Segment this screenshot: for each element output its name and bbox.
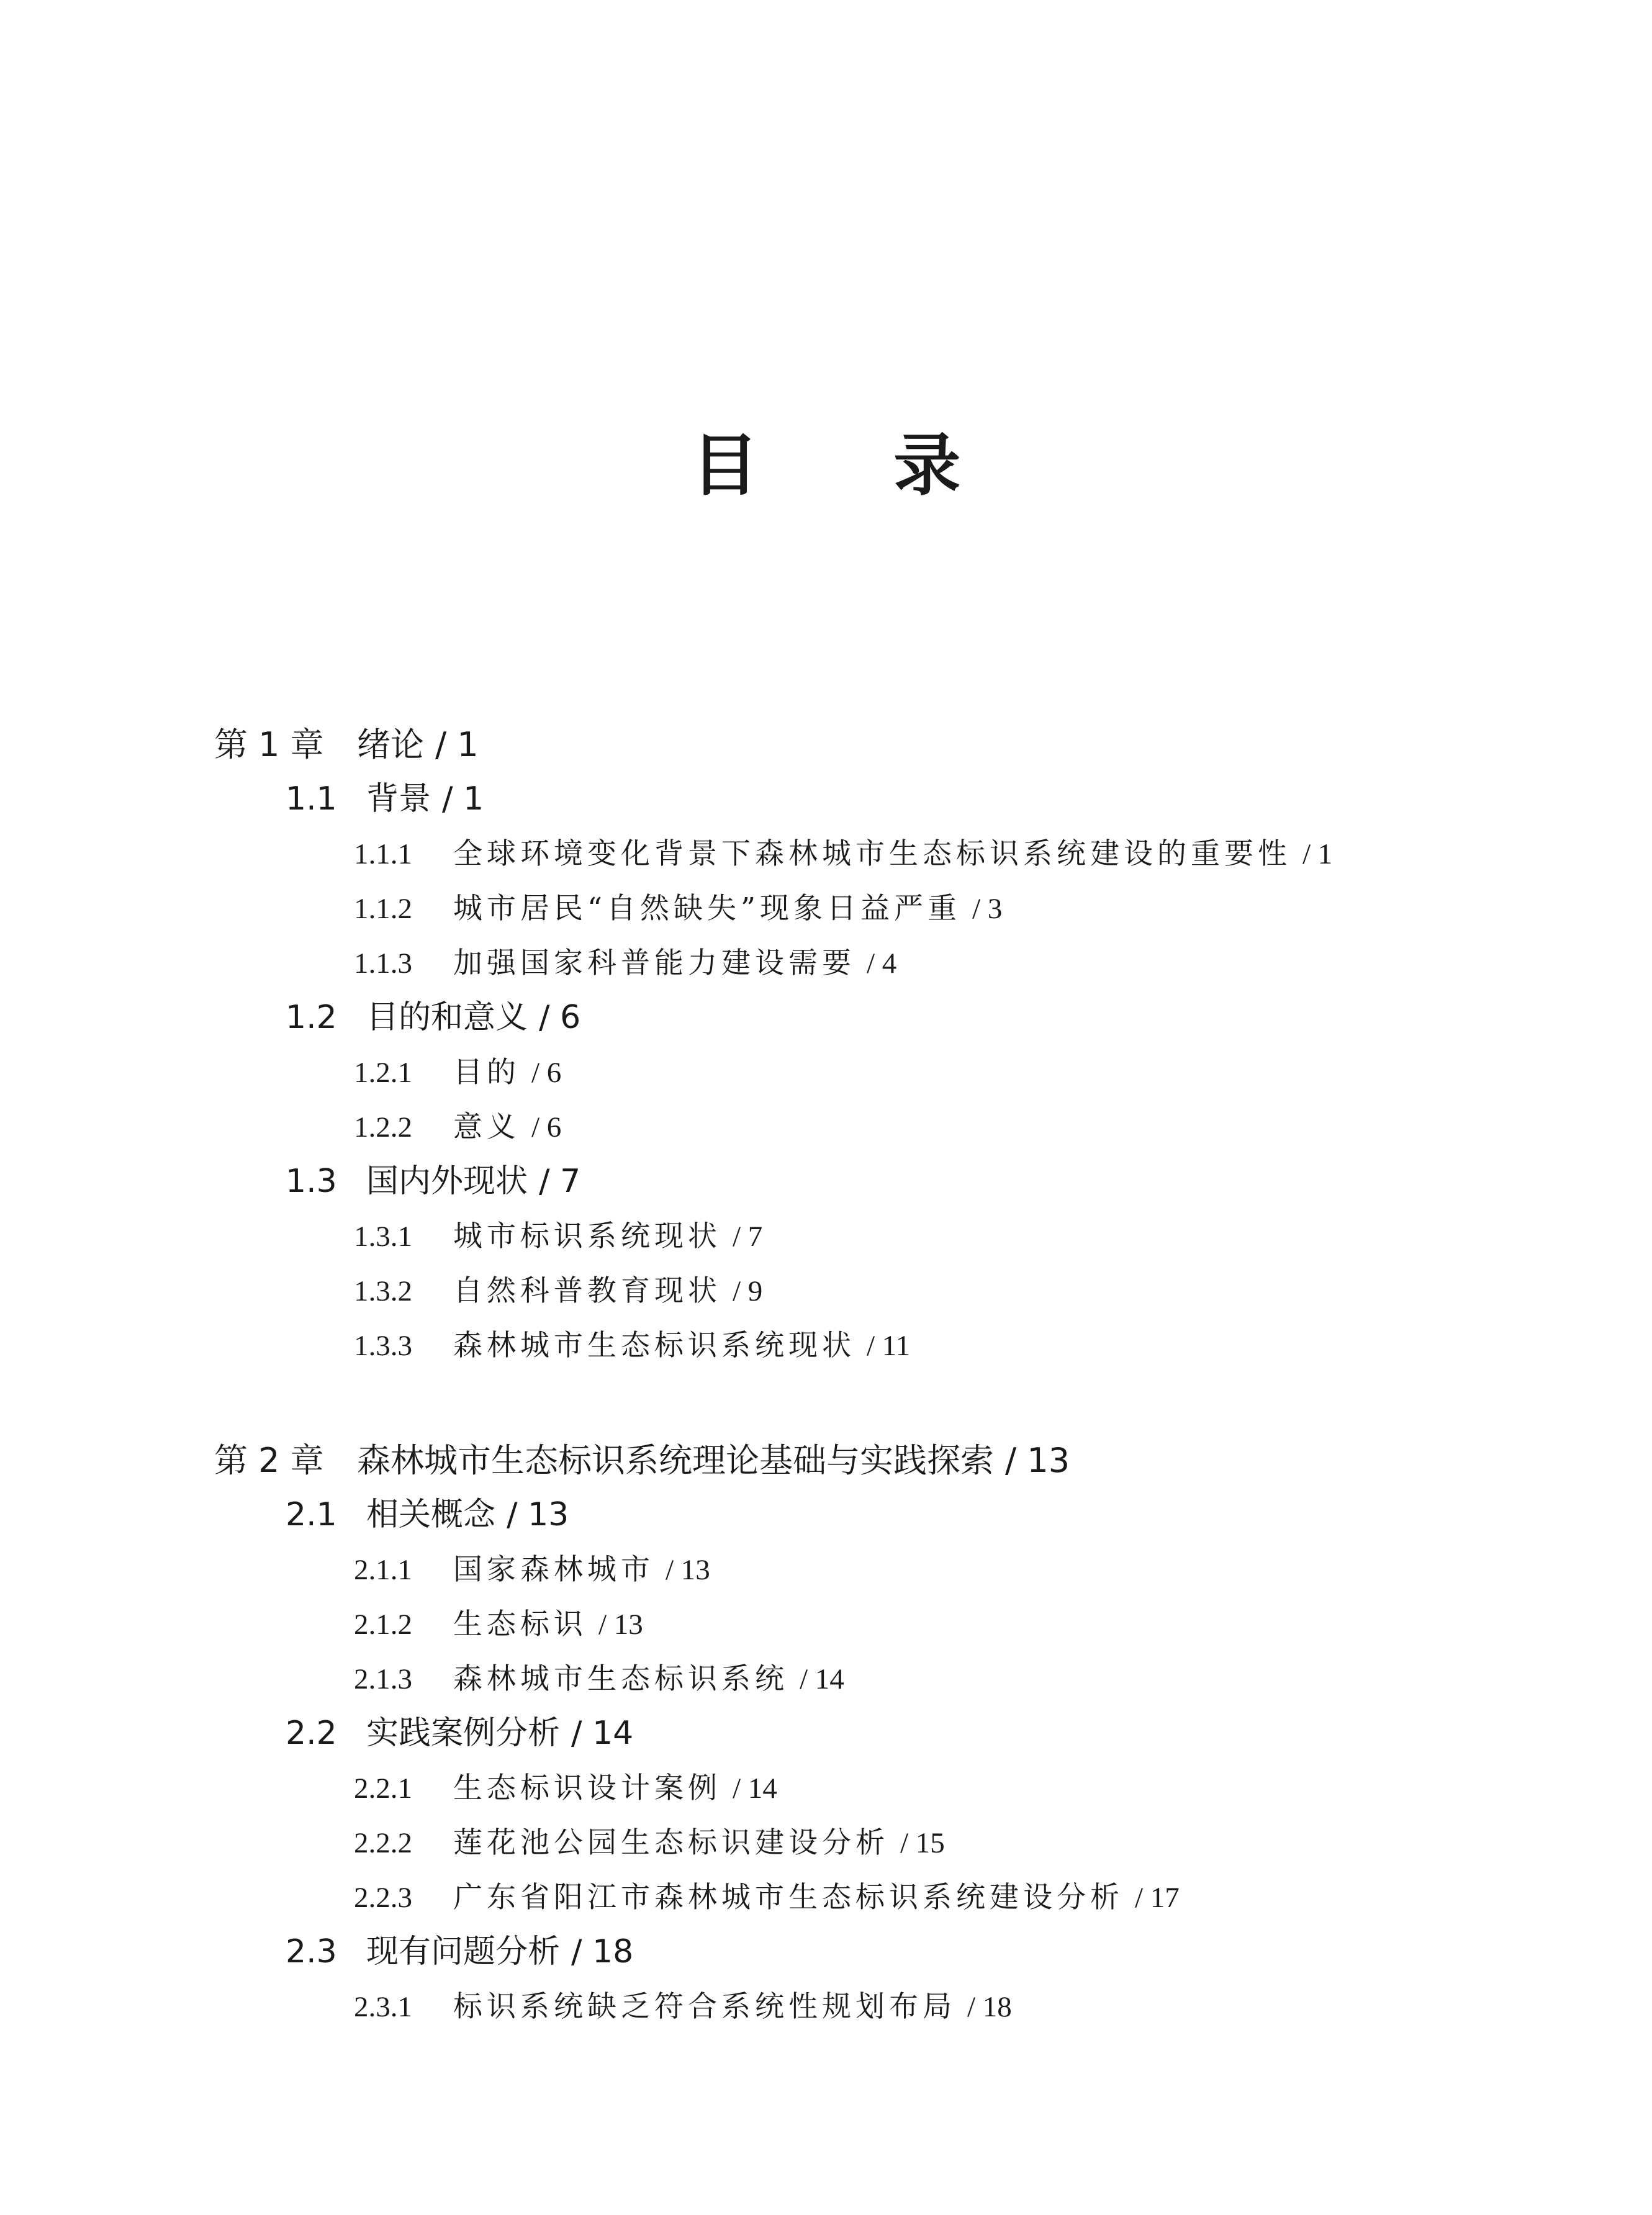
subsection-title: 全球环境变化背景下森林城市生态标识系统建设的重要性 [453,837,1291,871]
toc-subsection-2-2-1[interactable] [354,1767,777,1810]
section-number: 1.1 [286,780,337,818]
page-number: / 7 [539,1163,581,1200]
page-number: / 6 [531,1057,562,1089]
subsection-title: 城市标识系统现状 [453,1219,721,1253]
page-number: / 14 [733,1772,777,1805]
subsection-title: 森林城市生态标识系统现状 [453,1329,855,1363]
subsection-title: 加强国家科普能力建设需要 [453,946,855,980]
toc-subsection-1-1-1[interactable] [354,832,1332,876]
toc-section-1-3[interactable] [286,1160,580,1203]
toc-subsection-1-3-2[interactable] [354,1270,762,1313]
toc-section-2-2[interactable] [286,1712,633,1755]
subsection-number: 1.1.3 [354,947,412,980]
page-title: 目 录 [691,426,1017,505]
subsection-title: 森林城市生态标识系统 [453,1662,788,1696]
toc-section-1-1[interactable] [286,777,484,821]
toc-subsection-2-2-3[interactable] [354,1876,1180,1920]
chapter-title: 森林城市生态标识系统理论基础与实践探索 [357,1441,994,1480]
subsection-number: 1.3.3 [354,1330,412,1362]
page-number: / 14 [571,1715,634,1752]
toc-subsection-2-3-1[interactable] [354,1985,1012,2029]
section-title: 实践案例分析 [366,1715,561,1752]
page-number: / 13 [1005,1441,1070,1480]
subsection-title: 自然科普教育现状 [453,1274,721,1308]
subsection-title: 国家森林城市 [453,1553,654,1587]
subsection-number: 2.2.2 [354,1827,412,1859]
page-number: / 3 [972,893,1003,925]
page-number: / 1 [442,780,484,818]
page-number: / 6 [531,1111,562,1144]
page-number: / 13 [598,1608,643,1641]
subsection-title: 城市居民“自然缺失”现象日益严重 [453,891,962,926]
toc-subsection-2-1-2[interactable] [354,1603,643,1646]
subsection-number: 1.1.2 [354,893,412,925]
section-number: 2.1 [286,1496,337,1533]
subsection-number: 2.1.1 [354,1554,412,1586]
toc-subsection-1-1-3[interactable] [354,942,896,985]
toc-subsection-1-3-1[interactable] [354,1215,762,1258]
toc-section-2-1[interactable] [286,1493,569,1536]
chapter-number: 第 2 章 [214,1441,324,1480]
page-number: / 1 [1302,838,1333,870]
page-number: / 7 [733,1220,763,1253]
section-number: 2.3 [286,1933,337,1970]
subsection-title: 莲花池公园生态标识建设分析 [453,1826,889,1860]
section-number: 1.2 [286,999,337,1036]
subsection-number: 1.3.1 [354,1220,412,1253]
subsection-number: 2.1.2 [354,1608,412,1641]
toc-section-1-2[interactable] [286,996,580,1039]
page-number: / 18 [967,1991,1012,2023]
subsection-number: 1.2.2 [354,1111,412,1144]
page-number: / 1 [435,725,479,764]
toc-chapter-1[interactable] [214,723,479,767]
subsection-title: 生态标识设计案例 [453,1771,721,1805]
page-number: / 13 [666,1554,710,1586]
subsection-number: 1.2.1 [354,1057,412,1089]
page-number: / 4 [867,947,897,980]
subsection-number: 2.2.3 [354,1882,412,1914]
toc-subsection-1-2-1[interactable] [354,1051,561,1094]
page-number: / 14 [800,1663,844,1695]
chapter-number: 第 1 章 [214,725,324,764]
page-number: / 15 [900,1827,945,1859]
subsection-title: 标识系统缺乏符合系统性规划布局 [453,1990,956,2024]
page-number: / 13 [507,1496,569,1533]
toc-subsection-1-1-2[interactable] [354,887,1002,931]
page-number: / 6 [539,999,581,1036]
subsection-number: 2.1.3 [354,1663,412,1695]
section-number: 1.3 [286,1163,337,1200]
page-number: / 9 [733,1275,763,1307]
subsection-title: 意义 [453,1110,520,1144]
toc-subsection-1-3-3[interactable] [354,1324,910,1368]
page-number: / 17 [1135,1882,1180,1914]
section-title: 背景 [366,780,431,818]
subsection-number: 1.1.1 [354,838,412,870]
subsection-number: 1.3.2 [354,1275,412,1307]
toc-subsection-2-1-1[interactable] [354,1548,710,1592]
section-title: 国内外现状 [366,1163,528,1200]
section-title: 相关概念 [366,1496,496,1533]
subsection-number: 2.2.1 [354,1772,412,1805]
subsection-title: 广东省阳江市森林城市生态标识系统建设分析 [453,1880,1124,1915]
page-number: / 11 [867,1330,911,1362]
subsection-number: 2.3.1 [354,1991,412,2023]
chapter-title: 绪论 [357,725,424,764]
section-title: 现有问题分析 [366,1933,561,1970]
toc-subsection-2-1-3[interactable] [354,1658,844,1701]
subsection-title: 生态标识 [453,1607,587,1641]
toc-section-2-3[interactable] [286,1930,633,1974]
subsection-title: 目的 [453,1055,520,1089]
section-title: 目的和意义 [366,999,528,1036]
section-number: 2.2 [286,1715,337,1752]
toc-subsection-1-2-2[interactable] [354,1106,561,1149]
toc-subsection-2-2-2[interactable] [354,1821,945,1865]
toc-chapter-2[interactable] [214,1439,1070,1482]
page-number: / 18 [571,1933,634,1970]
